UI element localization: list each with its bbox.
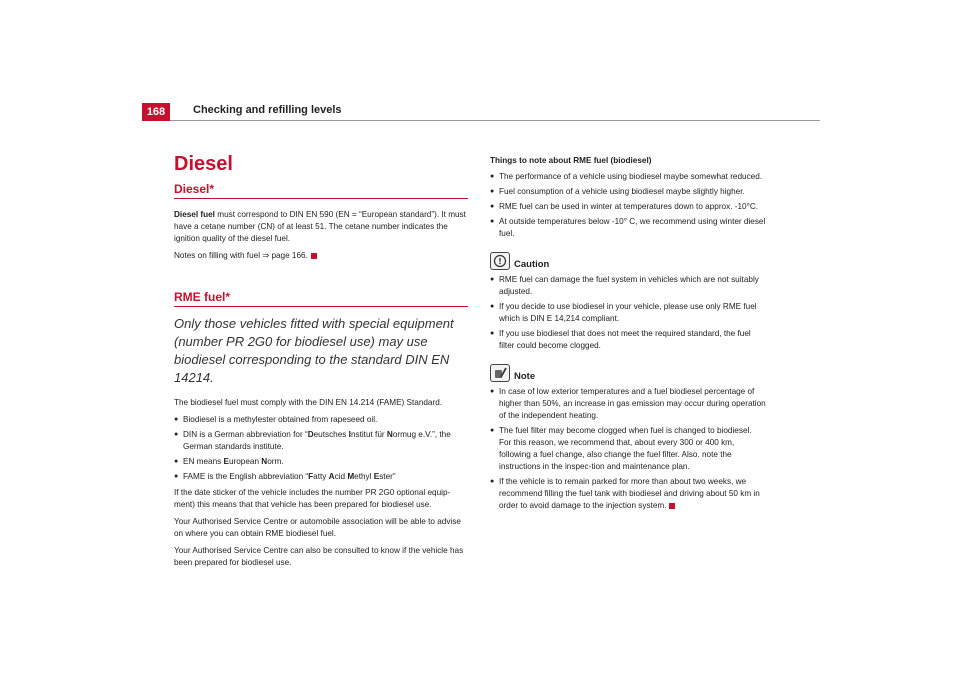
page-title: Diesel	[174, 153, 233, 175]
list-item: ● RME fuel can damage the fuel system in vehicles which are not suitably adjusted.	[490, 274, 766, 298]
list-item: ● Fuel consumption of a vehicle using biodiesel maybe slightly higher.	[490, 186, 766, 198]
diesel-fuel-term: Diesel fuel	[174, 210, 215, 219]
note-label: Note	[514, 371, 536, 382]
list-item: ● FAME is the English abbreviation “Fatty Acid Methyl Ester”	[174, 471, 468, 483]
list-item: ● At outside temperatures below -10° C, we recommend using winter diesel fuel.	[490, 216, 766, 240]
date-sticker-paragraph: If the date sticker of the vehicle includes the number PR 2G0 optional equip-ment) this means that that vehicle has been prepared for biodiesel use.	[174, 488, 451, 509]
caution-label: Caution	[514, 259, 550, 270]
section-heading-diesel: Diesel*	[174, 182, 468, 199]
list-item: ● If the vehicle is to remain parked for more than about two weeks, we recommend filling the fuel tank with biodiesel and driving about 50 km in order to avoid damage to the injection system.	[490, 476, 766, 512]
arrow-right-icon: ⇒	[262, 251, 270, 260]
note-list	[490, 386, 766, 512]
filling-notes-text: Notes on filling with fuel	[174, 251, 263, 260]
diesel-fuel-paragraph	[174, 209, 468, 245]
rme-notes-heading: Things to note about RME fuel (biodiesel)	[490, 156, 652, 165]
header-divider	[170, 120, 820, 121]
exclamation-circle-icon	[491, 253, 509, 269]
rme-intro: Only those vehicles fitted with special equipment (number PR 2G0 for biodiesel use) may use biodiesel corresponding to the standard DIN EN 14214.	[174, 316, 454, 385]
section-heading-rme: RME fuel*	[174, 290, 468, 307]
service-centre-paragraph: Your Authorised Service Centre or automobile association will be able to advise on where you can obtain RME biodiesel fuel.	[174, 517, 461, 538]
caution-icon	[490, 252, 510, 270]
list-item: ● DIN is a German abbreviation for “Deutsches Institut für Normug e.V.”, the German standards institute.	[174, 429, 468, 453]
list-item: ● If you use biodiesel that does not meet the required standard, the fuel filter could become clogged.	[490, 328, 766, 352]
note-icon	[490, 364, 510, 382]
page-header	[142, 103, 820, 121]
left-column	[174, 152, 468, 574]
rme-definitions-list	[174, 414, 468, 483]
service-centre-consult-paragraph: Your Authorised Service Centre can also be consulted to know if the vehicle has been prepared for biodiesel use.	[174, 546, 464, 567]
rme-notes-list	[490, 171, 766, 240]
list-item: ● Biodiesel is a methylester obtained from rapeseed oil.	[174, 414, 468, 426]
list-item: ● EN means European Norm.	[174, 456, 468, 468]
note-header	[490, 364, 766, 382]
list-item: ● If you decide to use biodiesel in your vehicle, please use only RME fuel which is DIN E 14,214 compliant.	[490, 301, 766, 325]
running-header-title: Checking and refilling levels	[193, 104, 342, 116]
caution-list	[490, 274, 766, 352]
page-number: 168	[142, 103, 170, 121]
diesel-fuel-text: must correspond to DIN EN 590 (EN = “European standard”). It must have a cetane number (CN) of at least 51. The cetane number indicates the ignition quality of the diesel fuel.	[174, 210, 466, 243]
list-item: ● The performance of a vehicle using biodiesel maybe somewhat reduced.	[490, 171, 766, 183]
filling-notes-paragraph	[174, 250, 468, 262]
caution-icon-glyph: !	[498, 257, 502, 266]
rme-standard-paragraph: The biodiesel fuel must comply with the DIN EN 14.214 (FAME) Standard.	[174, 398, 443, 407]
list-item: ● In case of low exterior temperatures and a fuel biodiesel percentage of higher than 50%, an increase in gas emission may occur during operation of the independent heating.	[490, 386, 766, 422]
list-item: ● RME fuel can be used in winter at temperatures down to approx. -10°C.	[490, 201, 766, 213]
list-item: ● The fuel filter may become clogged when fuel is changed to biodiesel. For this reason, we recommend that, about every 300 or 400 km, following a fuel change, also change the fuel filter. Also. note the instructions in the inspec-tion and maintenance plan.	[490, 425, 766, 473]
page-reference-link[interactable]: page 166.	[269, 251, 308, 260]
right-column	[490, 155, 766, 516]
end-of-section-icon	[311, 253, 317, 259]
end-of-section-icon	[669, 503, 675, 509]
hand-pencil-icon	[491, 365, 509, 381]
caution-header	[490, 252, 766, 270]
